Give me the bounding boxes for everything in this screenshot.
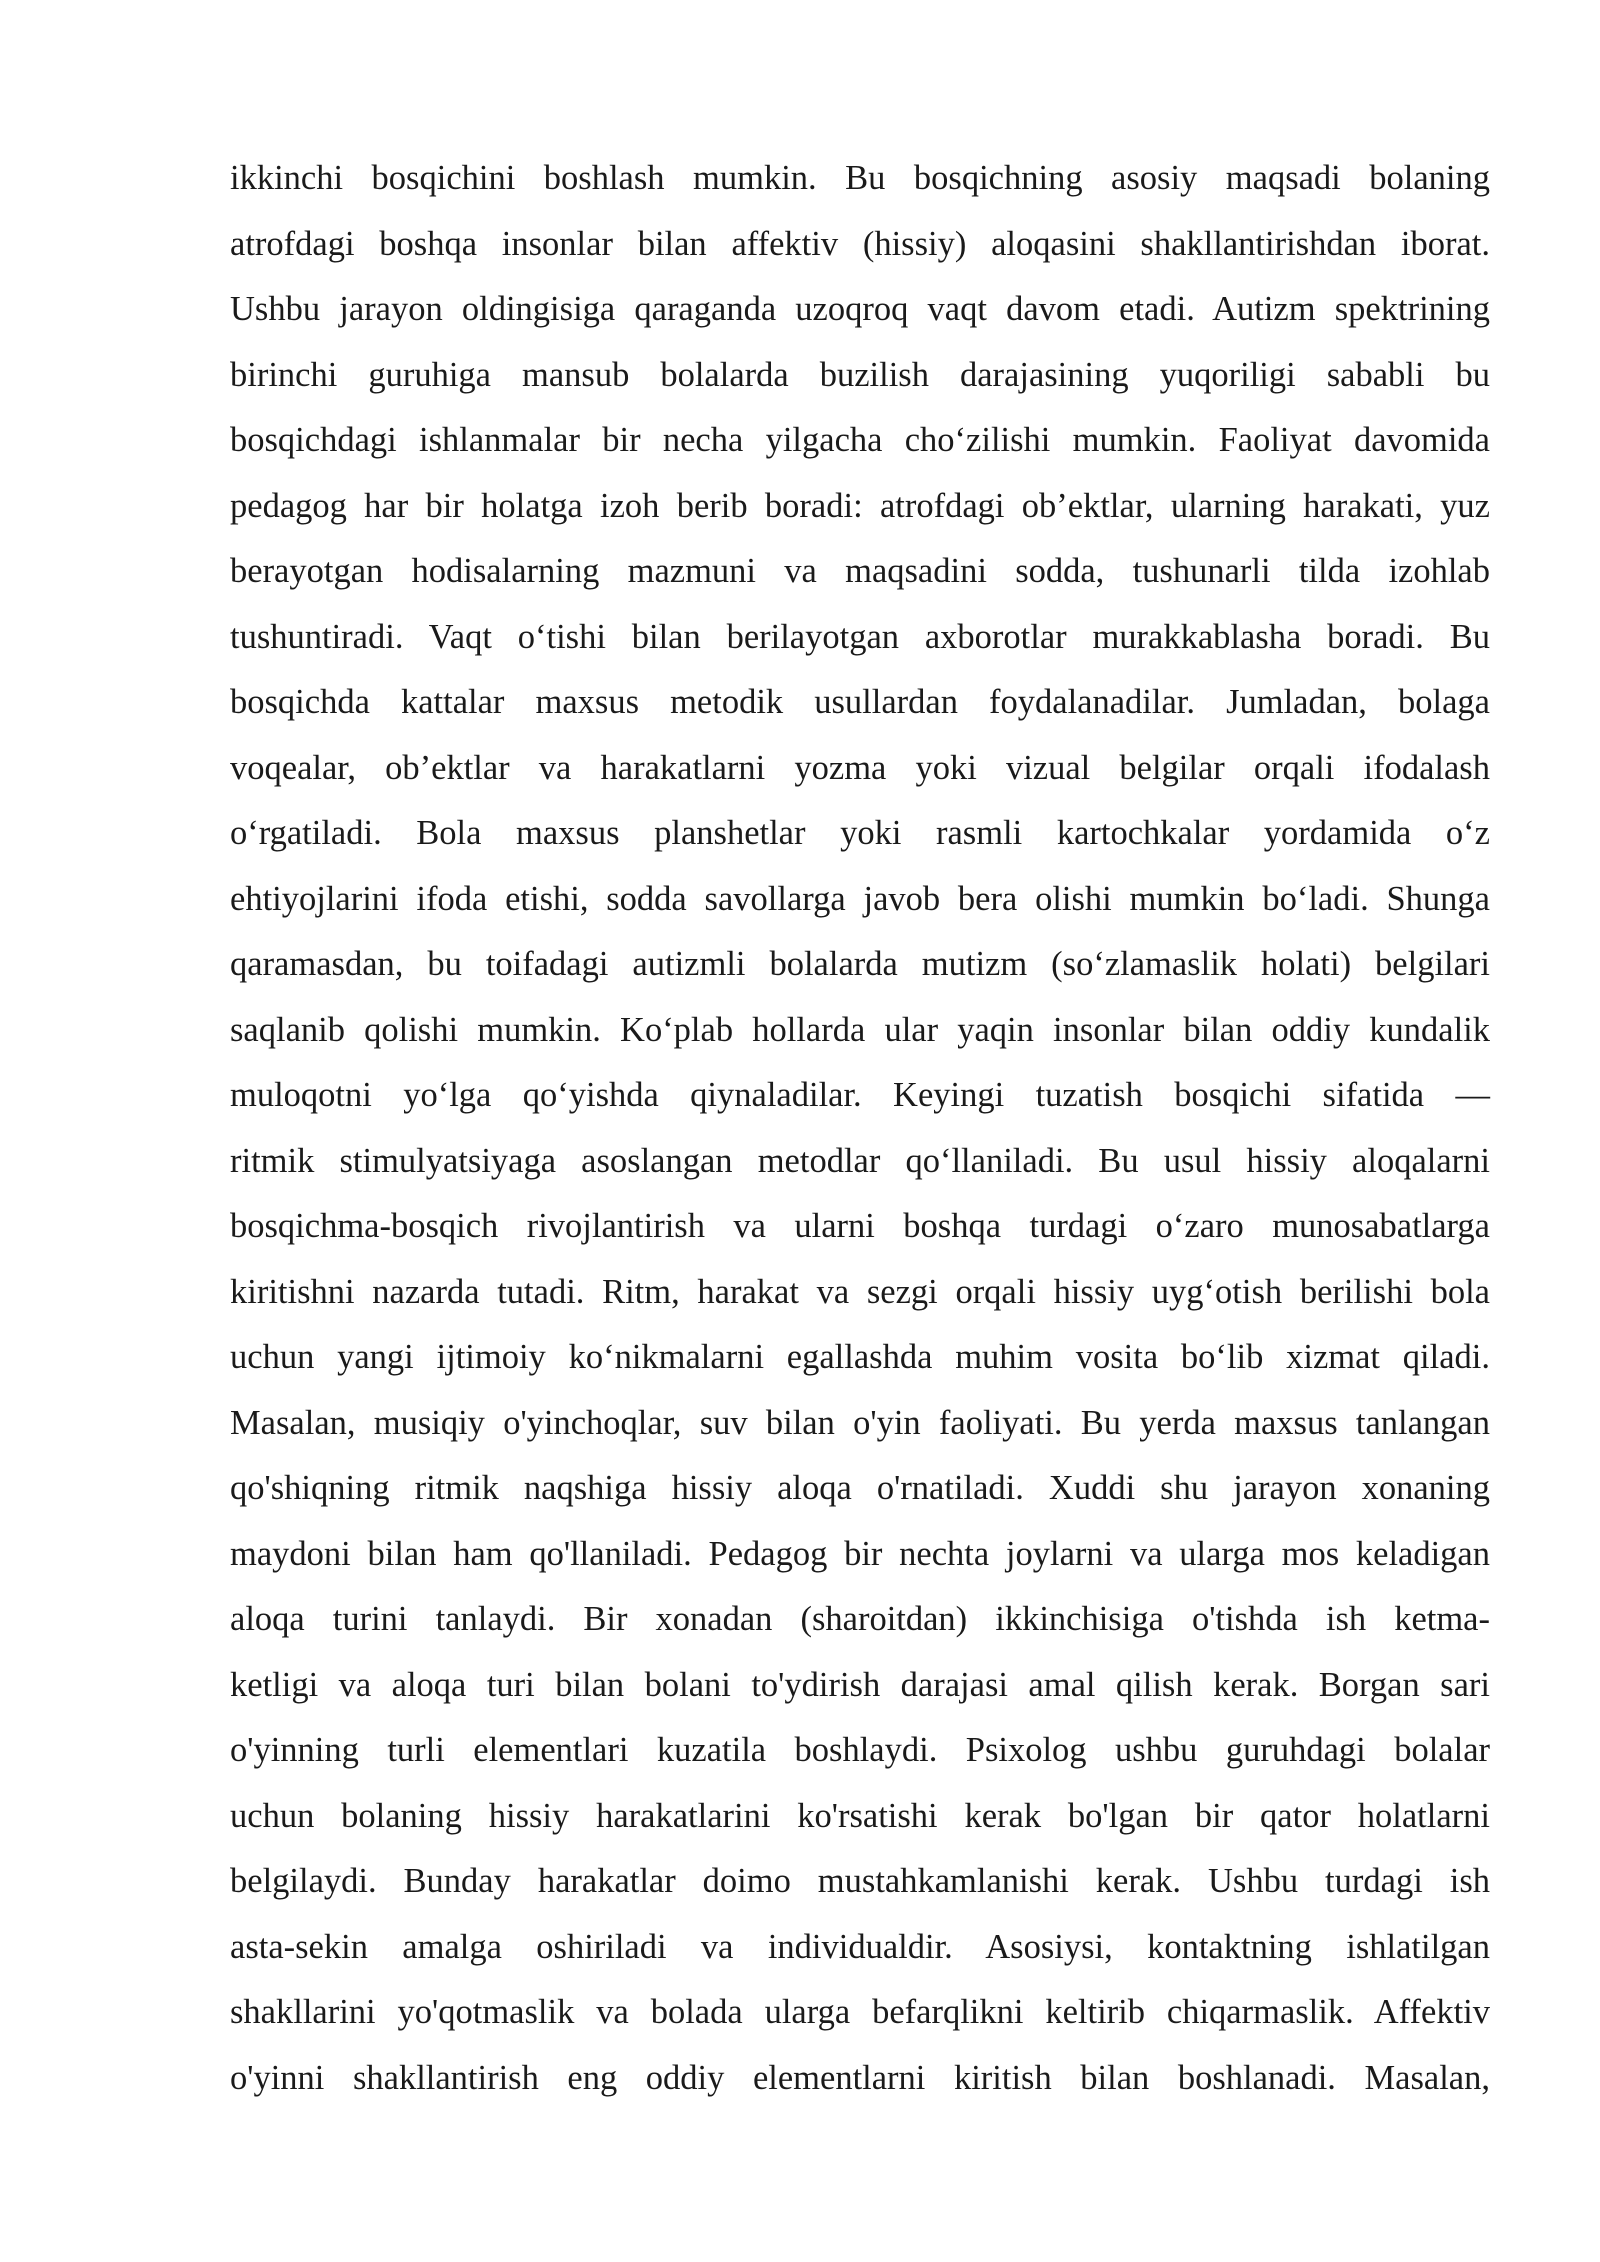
text-line: muloqotni yo‘lga qo‘yishda qiynaladilar. Keyingi tuzatish bosqichi sifatida — <box>230 1076 1490 1114</box>
text-line: belgilaydi. Bunday harakatlar doimo mustahkamlanishi kerak. Ushbu turdagi ish <box>230 1862 1490 1900</box>
text-line: kiritishni nazarda tutadi. Ritm, harakat va sezgi orqali hissiy uyg‘otish berilishi bola <box>230 1272 1490 1311</box>
text-line: qaramasdan, bu toifadagi autizmli bolalarda mutizm (so‘zlamaslik holati) belgilari <box>230 945 1490 983</box>
text-line: o'yinni shakllantirish eng oddiy elementlarni kiritish bilan boshlanadi. Masalan, <box>230 2058 1490 2097</box>
text-line: bosqichda kattalar maxsus metodik usullardan foydalanadilar. Jumladan, bolaga <box>230 683 1490 721</box>
text-line: maydoni bilan ham qo'llaniladi. Pedagog bir nechta joylarni va ularga mos keladigan <box>230 1534 1490 1573</box>
text-line: bosqichdagi ishlanmalar bir necha yilgacha cho‘zilishi mumkin. Faoliyat davomida <box>230 421 1490 459</box>
text-line: tushuntiradi. Vaqt o‘tishi bilan berilayotgan axborotlar murakkablasha boradi. Bu <box>230 617 1490 656</box>
text-line: ritmik stimulyatsiyaga asoslangan metodlar qo‘llaniladi. Bu usul hissiy aloqalarni <box>230 1141 1490 1180</box>
text-line: pedagog har bir holatga izoh berib boradi: atrofdagi ob’ektlar, ularning harakati, yuz <box>230 486 1490 525</box>
text-line: Ushbu jarayon oldingisiga qaraganda uzoqroq vaqt davom etadi. Autizm spektrining <box>230 290 1490 328</box>
text-line: uchun bolaning hissiy harakatlarini ko'rsatishi kerak bo'lgan bir qator holatlarni <box>230 1796 1490 1835</box>
text-line: saqlanib qolishi mumkin. Ko‘plab hollarda ular yaqin insonlar bilan oddiy kundalik <box>230 1010 1490 1049</box>
text-line: shakllarini yo'qotmaslik va bolada ularga befarqlikni keltirib chiqarmaslik. Affektiv <box>230 1993 1490 2031</box>
text-line: ikkinchi bosqichini boshlash mumkin. Bu bosqichning asosiy maqsadi bolaning <box>230 159 1490 197</box>
text-line: birinchi guruhiga mansub bolalarda buzilish darajasining yuqoriligi sababli bu <box>230 355 1490 394</box>
text-line: bosqichma-bosqich rivojlantirish va ularni boshqa turdagi o‘zaro munosabatlarga <box>230 1207 1490 1245</box>
text-line: ehtiyojlarini ifoda etishi, sodda savollarga javob bera olishi mumkin bo‘ladi. Shunga <box>230 879 1490 918</box>
text-line: aloqa turini tanlaydi. Bir xonadan (sharoitdan) ikkinchisiga o'tishda ish ketma- <box>230 1600 1490 1638</box>
text-line: atrofdagi boshqa insonlar bilan affektiv (hissiy) aloqasini shakllantirishdan iborat. <box>230 224 1490 263</box>
text-line: qo'shiqning ritmik naqshiga hissiy aloqa o'rnatiladi. Xuddi shu jarayon xonaning <box>230 1469 1490 1507</box>
text-line: Masalan, musiqiy o'yinchoqlar, suv bilan o'yin faoliyati. Bu yerda maxsus tanlangan <box>230 1403 1490 1442</box>
text-line: ketligi va aloqa turi bilan bolani to'ydirish darajasi amal qilish kerak. Borgan sari <box>230 1665 1490 1704</box>
body-paragraph <box>230 146 1490 2111</box>
text-line: o'yinning turli elementlari kuzatila boshlaydi. Psixolog ushbu guruhdagi bolalar <box>230 1731 1490 1769</box>
text-line: asta-sekin amalga oshiriladi va individualdir. Asosiysi, kontaktning ishlatilgan <box>230 1927 1490 1966</box>
text-line: voqealar, ob’ektlar va harakatlarni yozma yoki vizual belgilar orqali ifodalash <box>230 748 1490 787</box>
text-line: berayotgan hodisalarning mazmuni va maqsadini sodda, tushunarli tilda izohlab <box>230 552 1490 590</box>
text-line: o‘rgatiladi. Bola maxsus planshetlar yoki rasmli kartochkalar yordamida o‘z <box>230 814 1490 852</box>
text-line: uchun yangi ijtimoiy ko‘nikmalarni egallashda muhim vosita bo‘lib xizmat qiladi. <box>230 1338 1490 1376</box>
